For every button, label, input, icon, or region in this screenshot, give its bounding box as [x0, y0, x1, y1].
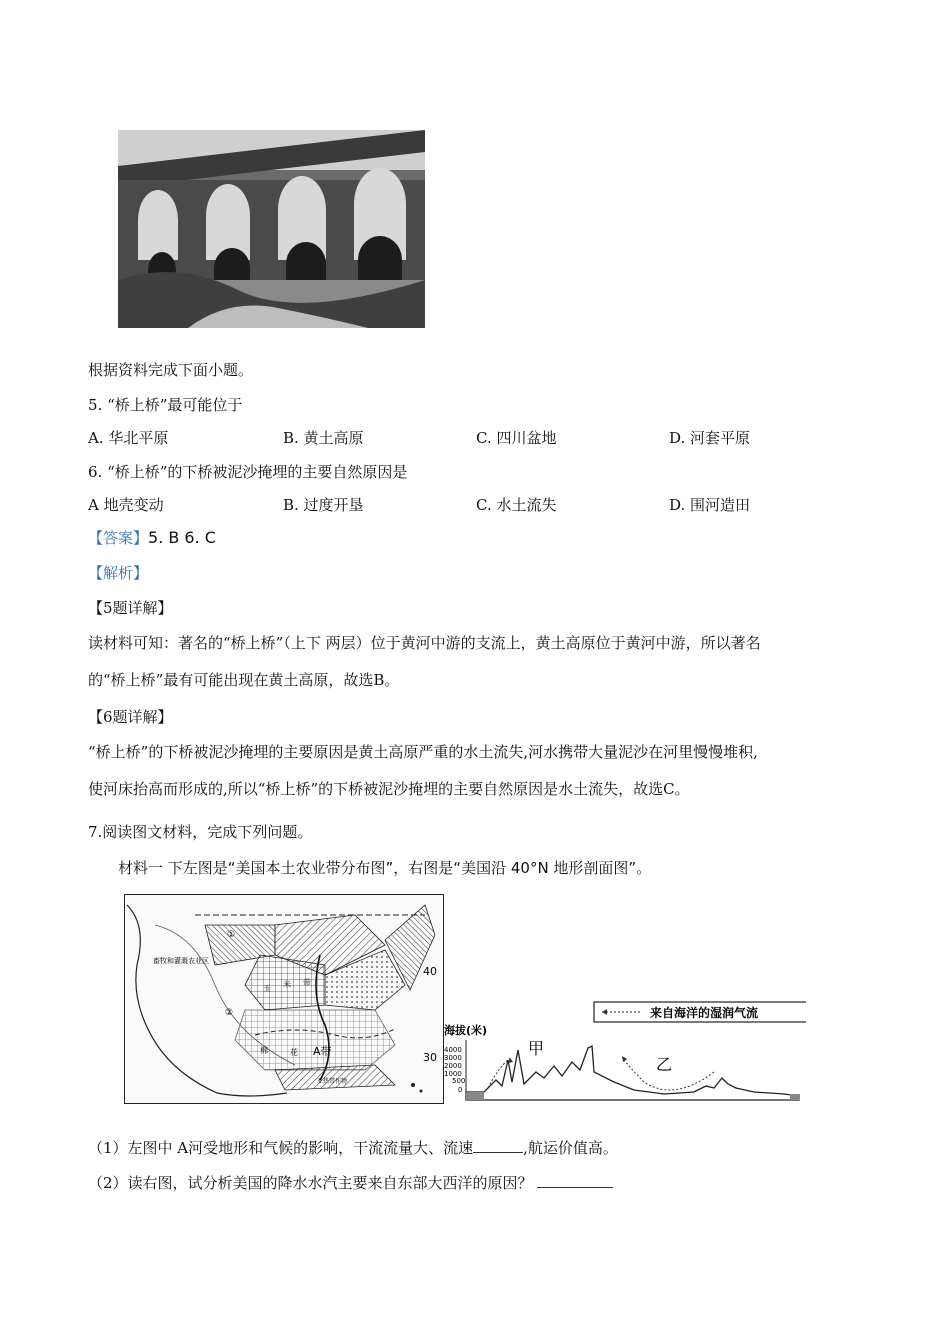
- q7-sub2-blank[interactable]: [537, 1173, 613, 1188]
- map-label-cotton-1: 棉: [260, 1046, 268, 1055]
- profile-ytick-0: 0: [458, 1086, 463, 1094]
- q7-sub1-end: ,航运价值高。: [523, 1139, 618, 1157]
- detail5-line1: 读材料可知：著名的“桥上桥”（上下 两层）位于黄河中游的支流上，黄土高原位于黄河中游，所以著名: [88, 634, 761, 652]
- detail6-label: 【6题详解】: [88, 708, 173, 726]
- q6-option-d: D. 围河造田: [669, 496, 751, 514]
- map-label-a-belt: A带: [313, 1045, 332, 1058]
- q5-option-b: B. 黄土高原: [283, 429, 364, 447]
- q5-option-c: C. 四川盆地: [476, 429, 557, 447]
- detail5-label: 【5题详解】: [88, 599, 173, 617]
- map-label-2: ②: [225, 1008, 234, 1018]
- q7-sub1-blank[interactable]: [473, 1138, 523, 1153]
- map-label-subtropical: 亚热带作物: [317, 1078, 348, 1085]
- q7-sub2: （2）读右图，试分析美国的降水水汽主要来自东部大西洋的原因？: [88, 1174, 533, 1192]
- map-label-corn-1: 玉: [263, 984, 271, 993]
- profile-ytick-500: 500: [452, 1077, 466, 1085]
- detail5-line2: 的“桥上桥”最有可能出现在黄土高原，故选B。: [88, 671, 400, 689]
- terrain-profile-chart: [444, 1000, 806, 1110]
- profile-label-jia: 甲: [528, 1039, 545, 1058]
- profile-ytick-4000: 4000: [444, 1046, 462, 1054]
- profile-ytick-1000: 1000: [444, 1070, 462, 1078]
- detail6-line1: “桥上桥”的下桥被泥沙掩埋的主要原因是黄土高原严重的水土流失,河水携带大量泥沙在河里慢慢堆积,: [88, 743, 758, 761]
- map-label-cotton-2: 花: [290, 1048, 298, 1057]
- detail6-line2: 使河床抬高而形成的,所以“桥上桥”的下桥被泥沙掩埋的主要自然原因是水土流失，故选C。: [88, 780, 690, 798]
- answer-text: 5. B 6. C: [148, 528, 216, 547]
- q6-option-c: C. 水土流失: [476, 496, 557, 514]
- profile-label-yi: 乙: [656, 1055, 673, 1074]
- map-label-corn-2: 米: [283, 980, 291, 989]
- q7-sub1: （1）左图中 A河受地形和气候的影响，干流流量大、流速: [88, 1139, 474, 1157]
- q6-stem: 6. “桥上桥”的下桥被泥沙掩埋的主要自然原因是: [88, 463, 408, 481]
- q7-sub1-line: [88, 1138, 618, 1158]
- us-agriculture-map: [124, 894, 444, 1104]
- profile-terrain: [466, 1046, 799, 1100]
- q7-material: 材料一 下左图是“美国本土农业带分布图”，右图是“美国沿 40°N 地形剖面图”。: [118, 859, 652, 877]
- q7-sub2-line: [88, 1173, 613, 1193]
- profile-ytick-3000: 3000: [444, 1054, 462, 1062]
- q7-stem: 7.阅读图文材料，完成下列问题。: [88, 823, 313, 841]
- profile-y-label: 海拔(米): [444, 1024, 488, 1037]
- map-label-corn-3: 带: [303, 978, 311, 987]
- q5-option-d: D. 河套平原: [669, 429, 751, 447]
- intro-text: 根据资料完成下面小题。: [88, 361, 254, 379]
- q6-option-a: A 地壳变动: [88, 496, 164, 514]
- map-label-grazing: 畜牧和灌溉农业区: [153, 957, 209, 965]
- map-label-1: ①: [227, 930, 236, 940]
- answer-line: [88, 528, 216, 548]
- analysis-label: 【解析】: [88, 564, 149, 582]
- q5-option-a: A. 华北平原: [88, 429, 169, 447]
- bridge-photo: [118, 130, 425, 328]
- profile-legend-text: 来自海洋的湿润气流: [650, 1006, 759, 1020]
- answer-label: 【答案】: [88, 529, 149, 547]
- map-label-40: 40: [423, 965, 437, 978]
- profile-ytick-2000: 2000: [444, 1062, 462, 1070]
- q6-option-b: B. 过度开垦: [283, 496, 364, 514]
- map-label-30: 30: [423, 1051, 437, 1064]
- q5-stem: 5. “桥上桥”最可能位于: [88, 396, 243, 414]
